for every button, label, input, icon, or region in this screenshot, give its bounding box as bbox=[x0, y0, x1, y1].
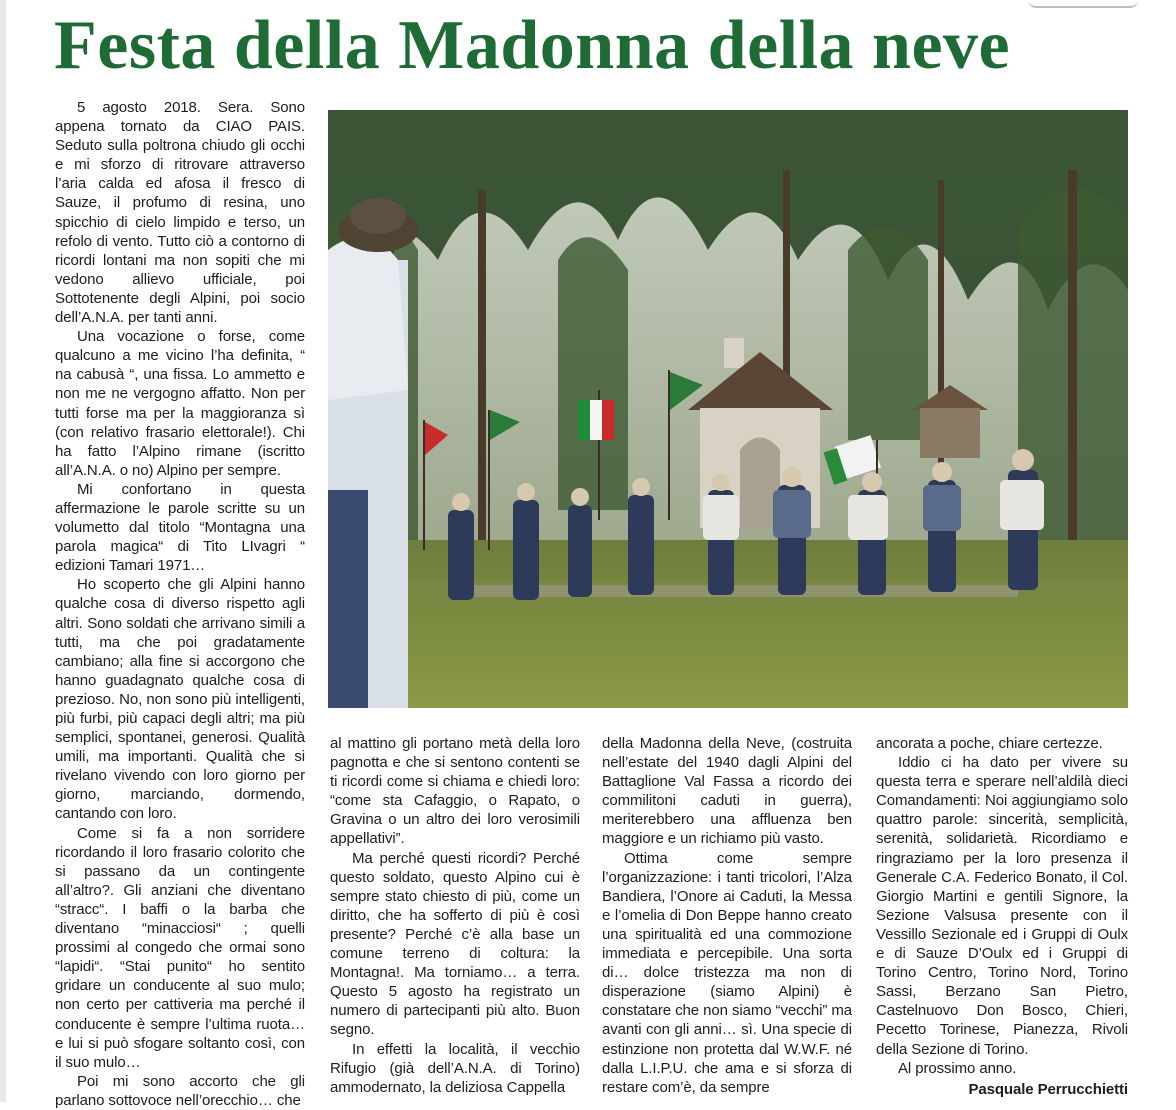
paragraph: ancorata a poche, chiare certezze. bbox=[876, 735, 1103, 752]
paragraph: Al prossimo anno. bbox=[898, 1059, 1017, 1077]
article-column-2 bbox=[330, 734, 580, 1097]
paragraph: Ma perché questi ricordi? Perché questo soldato, questo Alpino cui è sempre stato chiesto di più, come un diritto, che ha sofferto di più è così presente? Perché c’è alla base un comune terreno di coltura: la Montagna!. Ma torniamo… a terra. Questo 5 agosto ha registrato un numero di partecipanti più alto. Buon segno. bbox=[330, 849, 580, 1039]
article-column-4 bbox=[876, 734, 1128, 1099]
article-column-3 bbox=[602, 734, 852, 1097]
article-title: Festa della Madonna della neve bbox=[54, 7, 1011, 84]
paragraph: Ho scoperto che gli Alpini hanno qualche cosa di diverso rispetto agli altri. Sono soldati che arrivano simili a tutti, ma che poi gradatamente cambiano; alla fine si accorgono che hanno guadagnato qualche cosa di prezioso. No, non sono più intelligenti, più furbi, più capaci degli altri; ma più semplici, spontanei, generosi. Qualità umili, ma importanti. Qualità che si rivelano vivendo con loro giorno per giorno, marciando, dormendo, cantando con loro. bbox=[55, 576, 305, 823]
paragraph: Una vocazione o forse, come qualcuno a me vicino l’ha definita, “ na cabusà “, una fissa. Lo ammetto e non me ne vergogno affatto. Non per tutti forse ma per la maggioranza sì (con relativo frasario elettorale!). Chi ha fatto l’Alpino rimane (iscritto all’A.N.A. o no) Alpino per sempre. bbox=[55, 328, 305, 479]
paragraph: Come si fa a non sorridere ricordando il loro frasario colorito che si passano da un contingente all’altro?. Gli anziani che diventano “stracc“. I baffi o la barba che diventano “minacciosi“ ; quelli prossimi al congedo che ormai sono “lapidi“. “Stai punito“ ho sentito gridare un conducente al suo mulo; non certo per cattiveria ma perché il conducente è sempre l’ultima ruota… e lui si può sfogare soltanto così, con il suo mulo… bbox=[55, 824, 305, 1071]
ceremony-photo bbox=[328, 110, 1128, 708]
paragraph: 5 agosto 2018. Sera. Sono appena tornato da CIAO PAIS. Seduto sulla poltrona chiudo gli occhi e mi sforzo di ritrovare attraverso l’aria calda ed afosa il fresco di Sauze, il profumo di resina, uno spicchio di cielo limpido e terso, un refolo di vento. Tutto ciò a contorno di ricordi lontani ma non sopiti che mi vedono allievo ufficiale, poi Sottotenente degli Alpini, poi socio dell’A.N.A. per tanti anni. bbox=[55, 99, 305, 327]
paragraph: Mi confortano in questa affermazione le parole scritte su un volumetto dal titolo “Montagna una parola magica“ di Tito LIvagri “ edizioni Tamari 1971… bbox=[55, 480, 305, 575]
paragraph: Iddio ci ha dato per vivere su questa terra e sperare nell’aldilà dieci Comandamenti: Noi aggiungiamo solo quattro parole: sincerità, semplicità, serenità, solidarietà. Ricordiamo e ringraziamo per la loro presenza il Generale C.A. Federico Bonato, il Col. Giorgio Martini e gentili Signore, la Sezione Valsusa presente con il Vessillo Sezionale ed i Gruppi di Oulx e di Sauze D’Oulx ed i Gruppi di Torino Centro, Torino Nord, Torino Sassi, Berzano San Pietro, Castelnuovo Don Bosco, Chieri, Pecetto Torinese, Pianezza, Rivoli della Sezione di Torino. bbox=[876, 754, 1128, 1058]
author-signature: Pasquale Perrucchietti bbox=[968, 1080, 1128, 1098]
page-edge bbox=[0, 0, 6, 1102]
chapel-gathering-illustration bbox=[328, 110, 1128, 708]
paragraph: Ottima come sempre l’organizzazione: i tanti tricolori, l’Alza Bandiera, l’Onore ai Caduti, la Messa e l’omelia di Don Beppe hanno creato una spiritualità ed una commozione immediata e percepibile. Una sorta di… dolce tristezza ma non di disperazione (siamo Alpini) è constatare che non siamo “vecchi” ma avanti con gli anni… sì. Una specie di estinzione non protetta dal W.W.F. né dalla L.I.P.U. che ama e si sforza di restare com’è, da sempre bbox=[602, 849, 852, 1096]
paragraph: della Madonna della Neve, (costruita nell’estate del 1940 dagli Alpini del Battaglione Val Fassa a ricordo dei commilitoni caduti in guerra), meriterebbero una affluenza ben maggiore e un richiamo più vasto. bbox=[602, 735, 852, 848]
article-column-1 bbox=[55, 98, 305, 1110]
paragraph: Poi mi sono accorto che gli parlano sottovoce nell’orecchio… che bbox=[55, 1072, 305, 1109]
paragraph: In effetti la località, il vecchio Rifugio (già dell’A.N.A. di Torino) ammodernato, la deliziosa Cappella bbox=[330, 1040, 580, 1096]
paragraph: al mattino gli portano metà della loro pagnotta e che si sentono contenti se ti ricordi come si chiama e chiedi loro: “come sta Cafaggio, o Rapato, o Gravina o un altro dei loro verosimili appellativi”. bbox=[330, 735, 580, 848]
